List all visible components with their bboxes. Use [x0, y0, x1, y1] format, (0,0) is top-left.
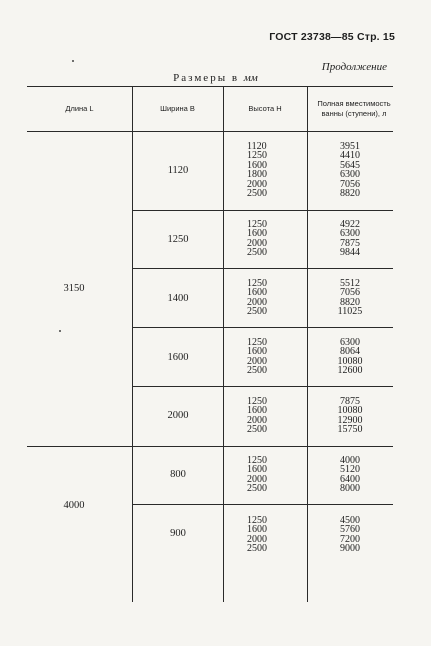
row-separator	[132, 504, 393, 505]
height-value: 1250	[247, 150, 267, 162]
capacity-value: 5645	[340, 159, 360, 171]
capacity-value: 12900	[337, 414, 363, 426]
row-separator	[132, 210, 393, 211]
height-value: 1250	[247, 396, 267, 407]
height-value: 1600	[247, 524, 267, 536]
capacity-value: 9844	[340, 247, 360, 259]
row-separator	[132, 327, 393, 328]
height-values	[247, 516, 287, 554]
height-value: 2500	[247, 247, 267, 259]
height-value: 2000	[247, 473, 267, 485]
height-value: 2500	[247, 188, 267, 200]
width-value: 1400	[167, 293, 189, 304]
capacity-value: 6300	[340, 228, 360, 240]
height-value: 2500	[247, 424, 267, 436]
capacity-value: 7200	[340, 533, 360, 545]
height-values	[247, 142, 287, 198]
height-values	[247, 456, 287, 494]
height-value: 2500	[247, 365, 267, 377]
height-value: 1600	[247, 228, 267, 240]
capacity-value: 4922	[340, 219, 360, 230]
capacity-value: 7056	[340, 178, 360, 190]
length-value: 4000	[63, 500, 85, 511]
capacity-value: 7056	[340, 287, 360, 299]
scan-speck	[72, 60, 74, 62]
header-height: Высота H	[248, 104, 282, 113]
height-value: 2000	[247, 237, 267, 249]
height-value: 2500	[247, 306, 267, 318]
scan-speck	[59, 330, 61, 332]
height-value: 1250	[247, 455, 267, 466]
height-value: 1600	[247, 287, 267, 299]
height-value: 2000	[247, 355, 267, 367]
capacity-value: 6300	[340, 169, 360, 181]
height-value: 1250	[247, 337, 267, 348]
capacity-values	[330, 516, 370, 554]
table-header-rule	[27, 131, 393, 132]
height-value: 2000	[247, 178, 267, 190]
capacity-value: 10080	[337, 405, 363, 417]
row-separator	[132, 268, 393, 269]
height-value: 1250	[247, 515, 267, 526]
capacity-values	[330, 279, 370, 317]
capacity-value: 4500	[340, 515, 360, 526]
capacity-value: 15750	[337, 424, 363, 436]
capacity-value: 5512	[340, 278, 360, 289]
column-rule-1	[132, 86, 133, 602]
column-rule-3	[307, 86, 308, 602]
height-values	[247, 397, 287, 435]
capacity-values	[330, 220, 370, 258]
width-value: 1600	[167, 352, 189, 363]
capacity-value: 8000	[340, 483, 360, 495]
height-value: 2500	[247, 543, 267, 555]
height-value: 1250	[247, 278, 267, 289]
height-value: 1600	[247, 346, 267, 358]
height-value: 1600	[247, 405, 267, 417]
continuation-label: Продолжение	[321, 61, 387, 73]
height-value: 1250	[247, 219, 267, 230]
height-value: 1600	[247, 159, 267, 171]
capacity-values	[330, 142, 370, 198]
width-value: 2000	[167, 410, 189, 421]
capacity-values	[330, 397, 370, 435]
width-value: 800	[170, 469, 186, 480]
capacity-values	[330, 338, 370, 376]
height-value: 2000	[247, 296, 267, 308]
capacity-value: 11025	[337, 306, 363, 318]
height-value: 2000	[247, 533, 267, 545]
height-values	[247, 279, 287, 317]
capacity-value: 8820	[340, 188, 360, 200]
column-rule-2	[223, 86, 224, 602]
capacity-value: 6400	[340, 473, 360, 485]
capacity-value: 4410	[340, 150, 360, 162]
capacity-value: 3951	[340, 141, 360, 152]
height-values	[247, 220, 287, 258]
capacity-value: 9000	[340, 543, 360, 555]
width-value: 1250	[167, 234, 189, 245]
units-caption	[0, 72, 431, 84]
capacity-value: 4000	[340, 455, 360, 466]
table-top-rule	[27, 86, 393, 87]
capacity-value: 5120	[340, 464, 360, 476]
group-separator	[27, 446, 393, 447]
units-label: Размеры в	[173, 72, 240, 84]
capacity-value: 5760	[340, 524, 360, 536]
width-value: 900	[170, 528, 186, 539]
capacity-value: 12600	[337, 365, 363, 377]
capacity-value: 8064	[340, 346, 360, 358]
capacity-value: 8820	[340, 296, 360, 308]
length-value: 3150	[63, 283, 85, 294]
height-value: 1600	[247, 464, 267, 476]
header-length: Длина L	[65, 104, 94, 113]
capacity-values	[330, 456, 370, 494]
width-value: 1120	[167, 165, 189, 176]
row-separator	[132, 386, 393, 387]
height-value: 1800	[247, 169, 267, 181]
capacity-value: 6300	[340, 337, 360, 348]
header-capacity: Полная вместимость ванны (ступени), л	[317, 99, 391, 118]
height-value: 2000	[247, 414, 267, 426]
capacity-value: 7875	[340, 237, 360, 249]
height-value: 1120	[247, 141, 267, 152]
units-unit: мм	[243, 72, 258, 84]
height-values	[247, 338, 287, 376]
height-value: 2500	[247, 483, 267, 495]
page-header: ГОСТ 23738—85 Стр. 15	[269, 31, 395, 43]
capacity-value: 7875	[340, 396, 360, 407]
header-width: Ширина B	[160, 104, 195, 113]
capacity-value: 10080	[337, 355, 363, 367]
